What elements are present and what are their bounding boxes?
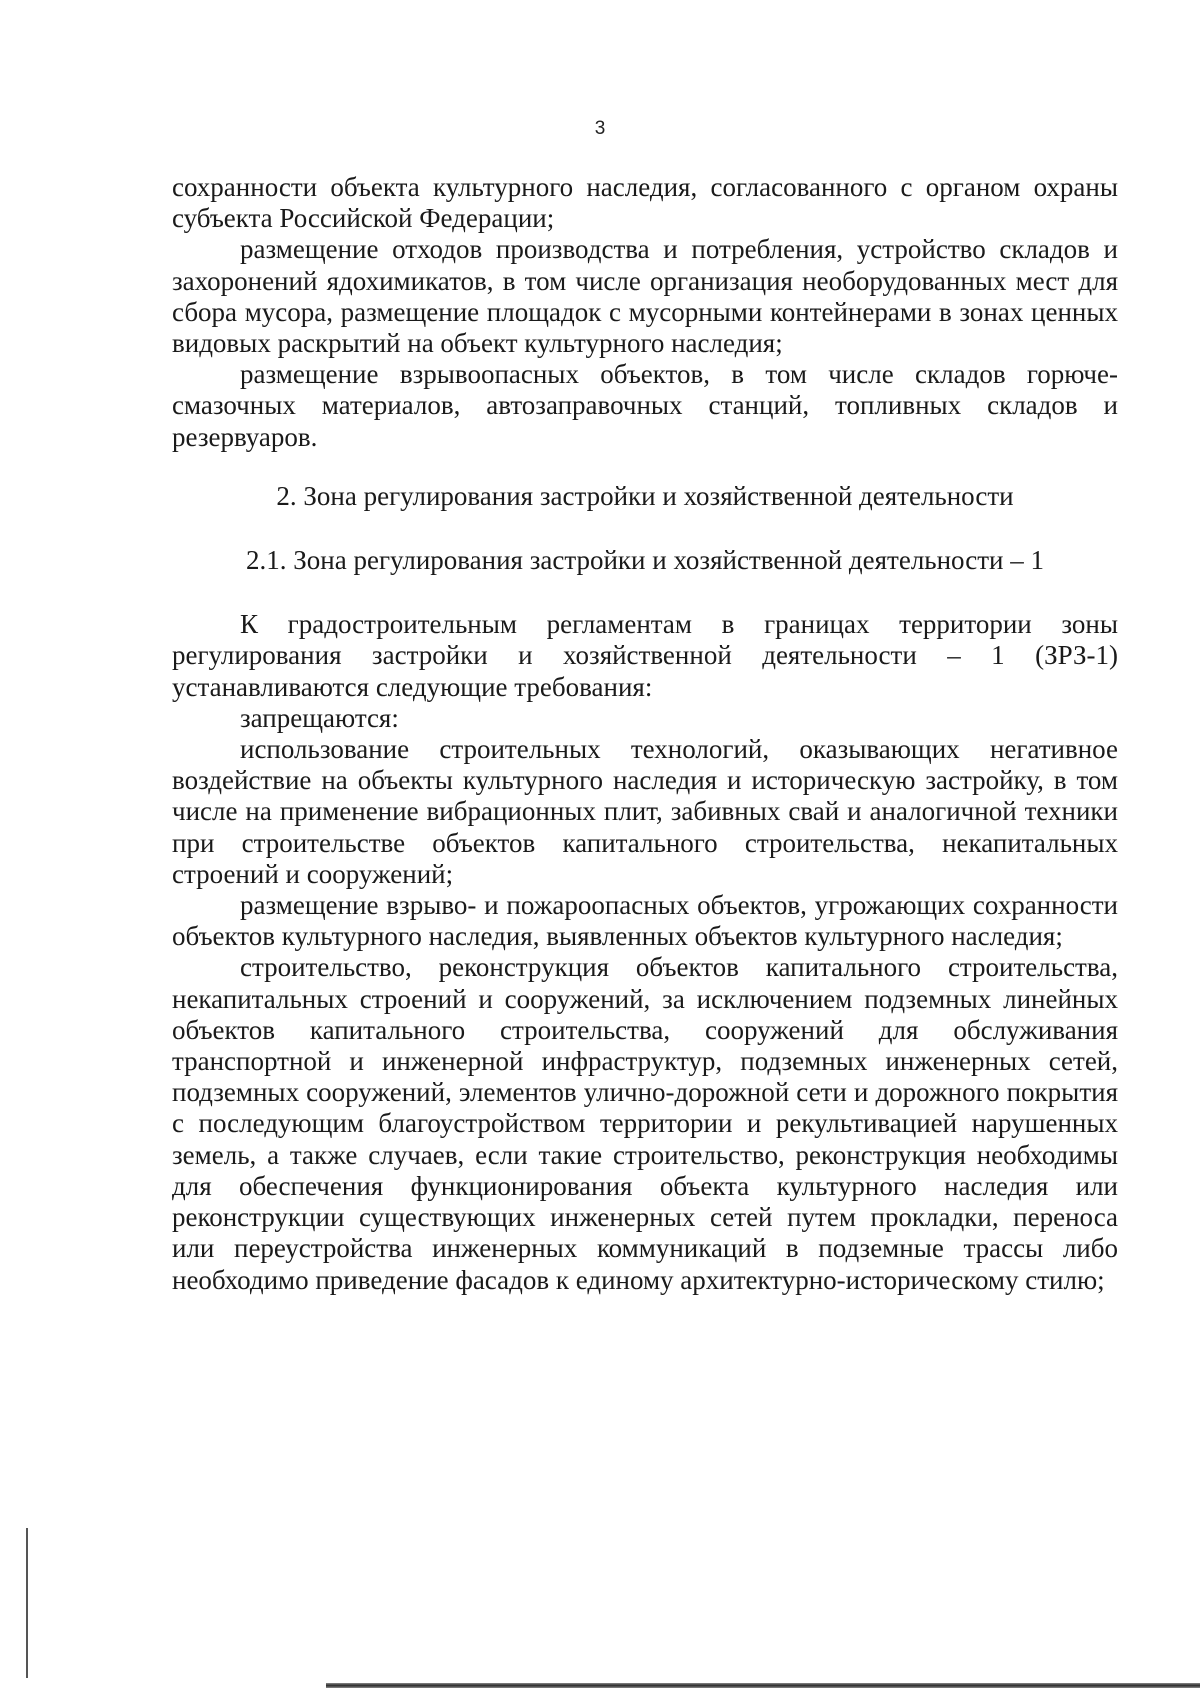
subsection-heading-zrz1: 2.1. Зона регулирования застройки и хозяйственной деятельности – 1 [246, 545, 1044, 576]
paragraph-requirements-intro: К градостроительным регламентам в границах территории зоны регулирования застройки и хозяйственной деятельности – 1 (ЗРЗ-1) устанавливаются следующие требования: [172, 609, 1118, 702]
document-body [172, 172, 1118, 1296]
paragraph-prohibited-label: запрещаются: [240, 702, 399, 733]
scan-edge-mark [26, 1528, 28, 1678]
section-heading-zone: 2. Зона регулирования застройки и хозяйственной деятельности [276, 480, 1014, 511]
paragraph-fire-hazard-objects: размещение взрыво- и пожароопасных объектов, угрожающих сохранности объектов культурного наследия, выявленных объектов культурного наследия; [172, 890, 1118, 952]
paragraph-construction-restrictions: строительство, реконструкция объектов капитального строительства, некапитальных строений и сооружений, за исключением подземных линейных объектов капитального строительства, сооружений для обслуживания транспортной и инженерной инфраструктур, подземных инженерных сетей, подземных сооружений, элементов улично-дорожной сети и дорожного покрытия с последующим благоустройством территории и рекультивацией нарушенных земель, а также случаев, если такие строительство, реконструкция необходимы для обеспечения функционирования объекта культурного наследия или реконструкции существующих инженерных сетей путем прокладки, переноса или переустройства инженерных коммуникаций в подземные трассы либо необходимо приведение фасадов к единому архитектурно-историческому стилю; [172, 952, 1118, 1295]
scan-bottom-line [326, 1683, 1200, 1688]
page-number: 3 [594, 118, 606, 139]
paragraph-continuation: сохранности объекта культурного наследия, согласованного с органом охраны субъекта Российской Федерации; [172, 172, 1118, 234]
paragraph-explosive-objects: размещение взрывоопасных объектов, в том числе складов горюче-смазочных материалов, автозаправочных станций, топливных складов и резервуаров. [172, 359, 1118, 452]
paragraph-construction-technologies: использование строительных технологий, оказывающих негативное воздействие на объекты культурного наследия и историческую застройку, в том числе на применение вибрационных плит, забивных свай и аналогичной техники при строительстве объектов капитального строительства, некапитальных строений и сооружений; [172, 734, 1118, 889]
paragraph-waste-placement: размещение отходов производства и потребления, устройство складов и захоронений ядохимикатов, в том числе организация необорудованных мест для сбора мусора, размещение площадок с мусорными контейнерами в зонах ценных видовых раскрытий на объект культурного наследия; [172, 234, 1118, 359]
